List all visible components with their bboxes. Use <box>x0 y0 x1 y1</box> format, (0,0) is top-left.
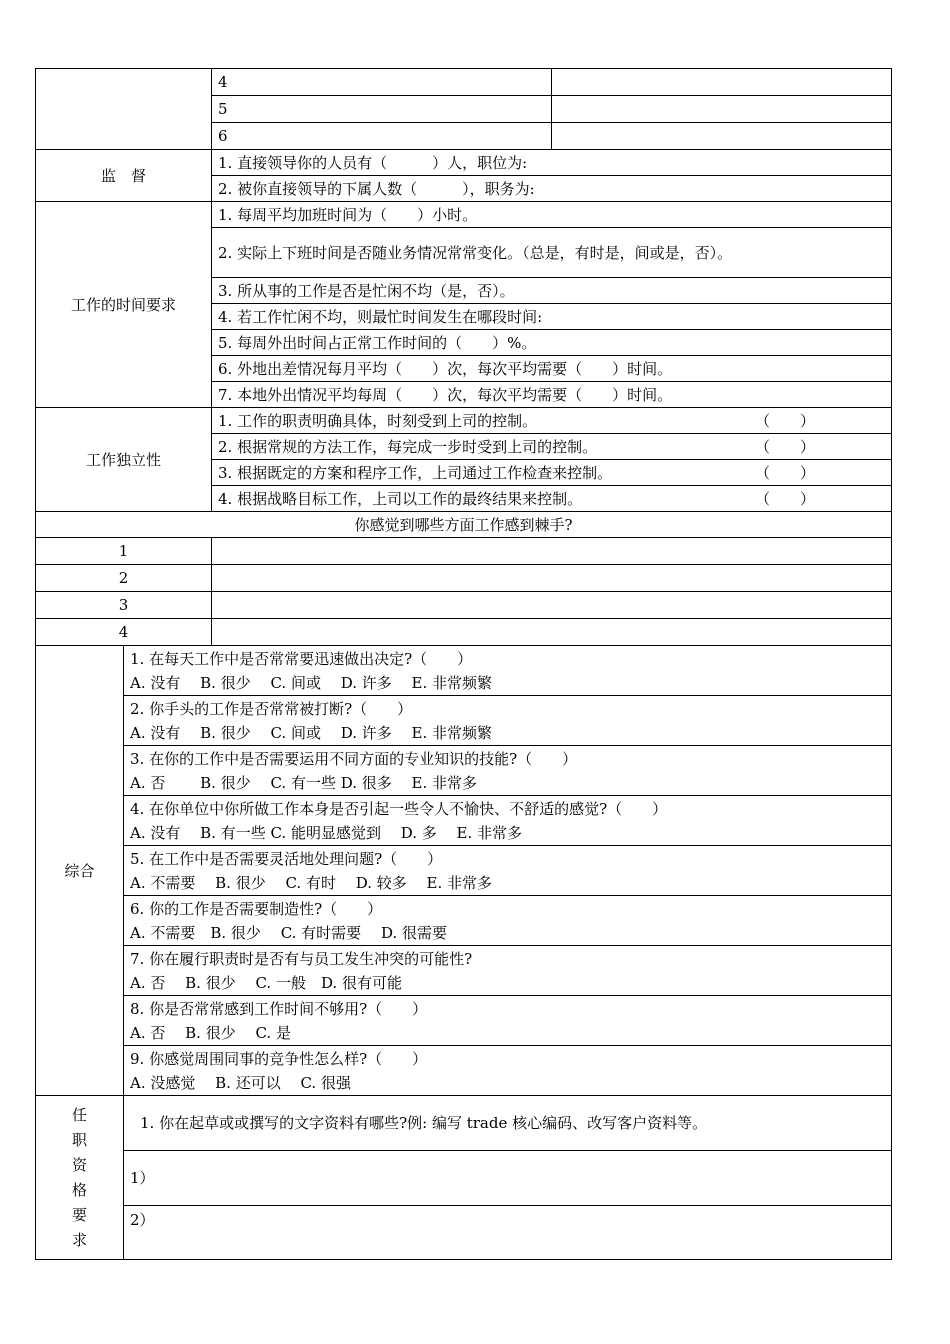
time-requirement-label: 工作的时间要求 <box>36 202 212 408</box>
qualification-answer[interactable]: 2） <box>124 1206 892 1260</box>
independence-item[interactable] <box>212 460 892 486</box>
supervision-item[interactable]: 2. 被你直接领导的下属人数（ ），职务为: <box>212 176 892 202</box>
question-options: A. 没有 B. 有一些 C. 能明显感觉到 D. 多 E. 非常多 <box>130 823 522 842</box>
overall-question[interactable] <box>124 746 892 796</box>
time-requirement-item[interactable]: 7. 本地外出情况平均每周（ ）次，每次平均需要（ ）时间。 <box>212 382 892 408</box>
supervision-label: 监 督 <box>36 150 212 202</box>
question-options: A. 不需要 B. 很少 C. 有时 D. 较多 E. 非常多 <box>130 873 492 892</box>
question-text: 7. 你在履行职责时是否有与员工发生冲突的可能性? <box>130 949 473 968</box>
question-options: A. 否 B. 很少 C. 有一些 D. 很多 E. 非常多 <box>130 773 477 792</box>
answer-parentheses[interactable]: （ ） <box>754 489 815 508</box>
independence-item-text: 1. 工作的职责明确具体，时刻受到上司的控制。 <box>218 411 538 430</box>
top-row-field[interactable] <box>552 69 892 96</box>
independence-item[interactable] <box>212 434 892 460</box>
difficult-row-number: 4 <box>36 619 212 646</box>
independence-item-text: 2. 根据常规的方法工作，每完成一步时受到上司的控制。 <box>218 437 598 456</box>
qualification-label: 任 职 资 格 要 求 <box>36 1096 124 1260</box>
independence-label: 工作独立性 <box>36 408 212 512</box>
answer-parentheses[interactable]: （ ） <box>754 411 815 430</box>
time-requirement-item[interactable]: 4. 若工作忙闲不均，则最忙时间发生在哪段时间: <box>212 304 892 330</box>
overall-question[interactable] <box>124 896 892 946</box>
difficult-row-field[interactable] <box>212 592 892 619</box>
question-text: 2. 你手头的工作是否常常被打断?（ ） <box>130 699 413 718</box>
independence-item-text: 4. 根据战略目标工作，上司以工作的最终结果来控制。 <box>218 489 583 508</box>
top-row-field[interactable] <box>552 96 892 123</box>
question-text: 4. 在你单位中你所做工作本身是否引起一些令人不愉快、不舒适的感觉?（ ） <box>130 799 668 818</box>
difficult-row-number: 3 <box>36 592 212 619</box>
time-requirement-item[interactable]: 2. 实际上下班时间是否随业务情况常常变化。（总是，有时是，间或是，否）。 <box>212 228 892 278</box>
time-requirement-item[interactable]: 6. 外地出差情况每月平均（ ）次，每次平均需要（ ）时间。 <box>212 356 892 382</box>
independence-item-text: 3. 根据既定的方案和程序工作，上司通过工作检查来控制。 <box>218 463 613 482</box>
question-options: A. 否 B. 很少 C. 一般 D. 很有可能 <box>130 973 402 992</box>
overall-question[interactable] <box>124 696 892 746</box>
time-requirement-item[interactable]: 1. 每周平均加班时间为（ ）小时。 <box>212 202 892 228</box>
difficult-heading: 你感觉到哪些方面工作感到棘手? <box>36 512 892 538</box>
difficult-row-number: 2 <box>36 565 212 592</box>
question-options: A. 否 B. 很少 C. 是 <box>130 1023 291 1042</box>
overall-question[interactable] <box>124 996 892 1046</box>
difficult-row-field[interactable] <box>212 538 892 565</box>
top-row-field[interactable] <box>552 123 892 150</box>
question-options: A. 没有 B. 很少 C. 间或 D. 许多 E. 非常频繁 <box>130 673 492 692</box>
answer-parentheses[interactable]: （ ） <box>754 437 815 456</box>
question-text: 1. 在每天工作中是否常常要迅速做出决定?（ ） <box>130 649 473 668</box>
overall-question[interactable] <box>124 796 892 846</box>
answer-parentheses[interactable]: （ ） <box>754 463 815 482</box>
question-text: 9. 你感觉周围同事的竞争性怎么样?（ ） <box>130 1049 428 1068</box>
top-row-number: 5 <box>212 96 552 123</box>
independence-item[interactable] <box>212 408 892 434</box>
question-options: A. 没感觉 B. 还可以 C. 很强 <box>130 1073 351 1092</box>
question-text: 3. 在你的工作中是否需要运用不同方面的专业知识的技能?（ ） <box>130 749 578 768</box>
overall-label: 综合 <box>36 646 124 1096</box>
overall-question[interactable] <box>124 946 892 996</box>
time-requirement-item[interactable]: 5. 每周外出时间占正常工作时间的（ ）%。 <box>212 330 892 356</box>
difficult-row-number: 1 <box>36 538 212 565</box>
question-options: A. 不需要 B. 很少 C. 有时需要 D. 很需要 <box>130 923 447 942</box>
independence-item[interactable] <box>212 486 892 512</box>
difficult-row-field[interactable] <box>212 619 892 646</box>
qualification-answer[interactable]: 1） <box>124 1151 892 1206</box>
question-options: A. 没有 B. 很少 C. 间或 D. 许多 E. 非常频繁 <box>130 723 492 742</box>
overall-question[interactable] <box>124 646 892 696</box>
qualification-question: 1. 你在起草或或撰写的文字资料有哪些?例: 编写 trade 核心编码、改写客户资料等。 <box>124 1096 892 1151</box>
overall-question[interactable] <box>124 846 892 896</box>
top-row-number: 6 <box>212 123 552 150</box>
job-analysis-form <box>35 68 892 1260</box>
overall-question[interactable] <box>124 1046 892 1096</box>
question-text: 6. 你的工作是否需要制造性?（ ） <box>130 899 383 918</box>
top-row-number: 4 <box>212 69 552 96</box>
supervision-item[interactable]: 1. 直接领导你的人员有（ ）人，职位为: <box>212 150 892 176</box>
top-blank-label-cell <box>36 69 212 150</box>
time-requirement-item[interactable]: 3. 所从事的工作是否是忙闲不均（是，否）。 <box>212 278 892 304</box>
difficult-row-field[interactable] <box>212 565 892 592</box>
question-text: 8. 你是否常常感到工作时间不够用?（ ） <box>130 999 428 1018</box>
question-text: 5. 在工作中是否需要灵活地处理问题?（ ） <box>130 849 443 868</box>
